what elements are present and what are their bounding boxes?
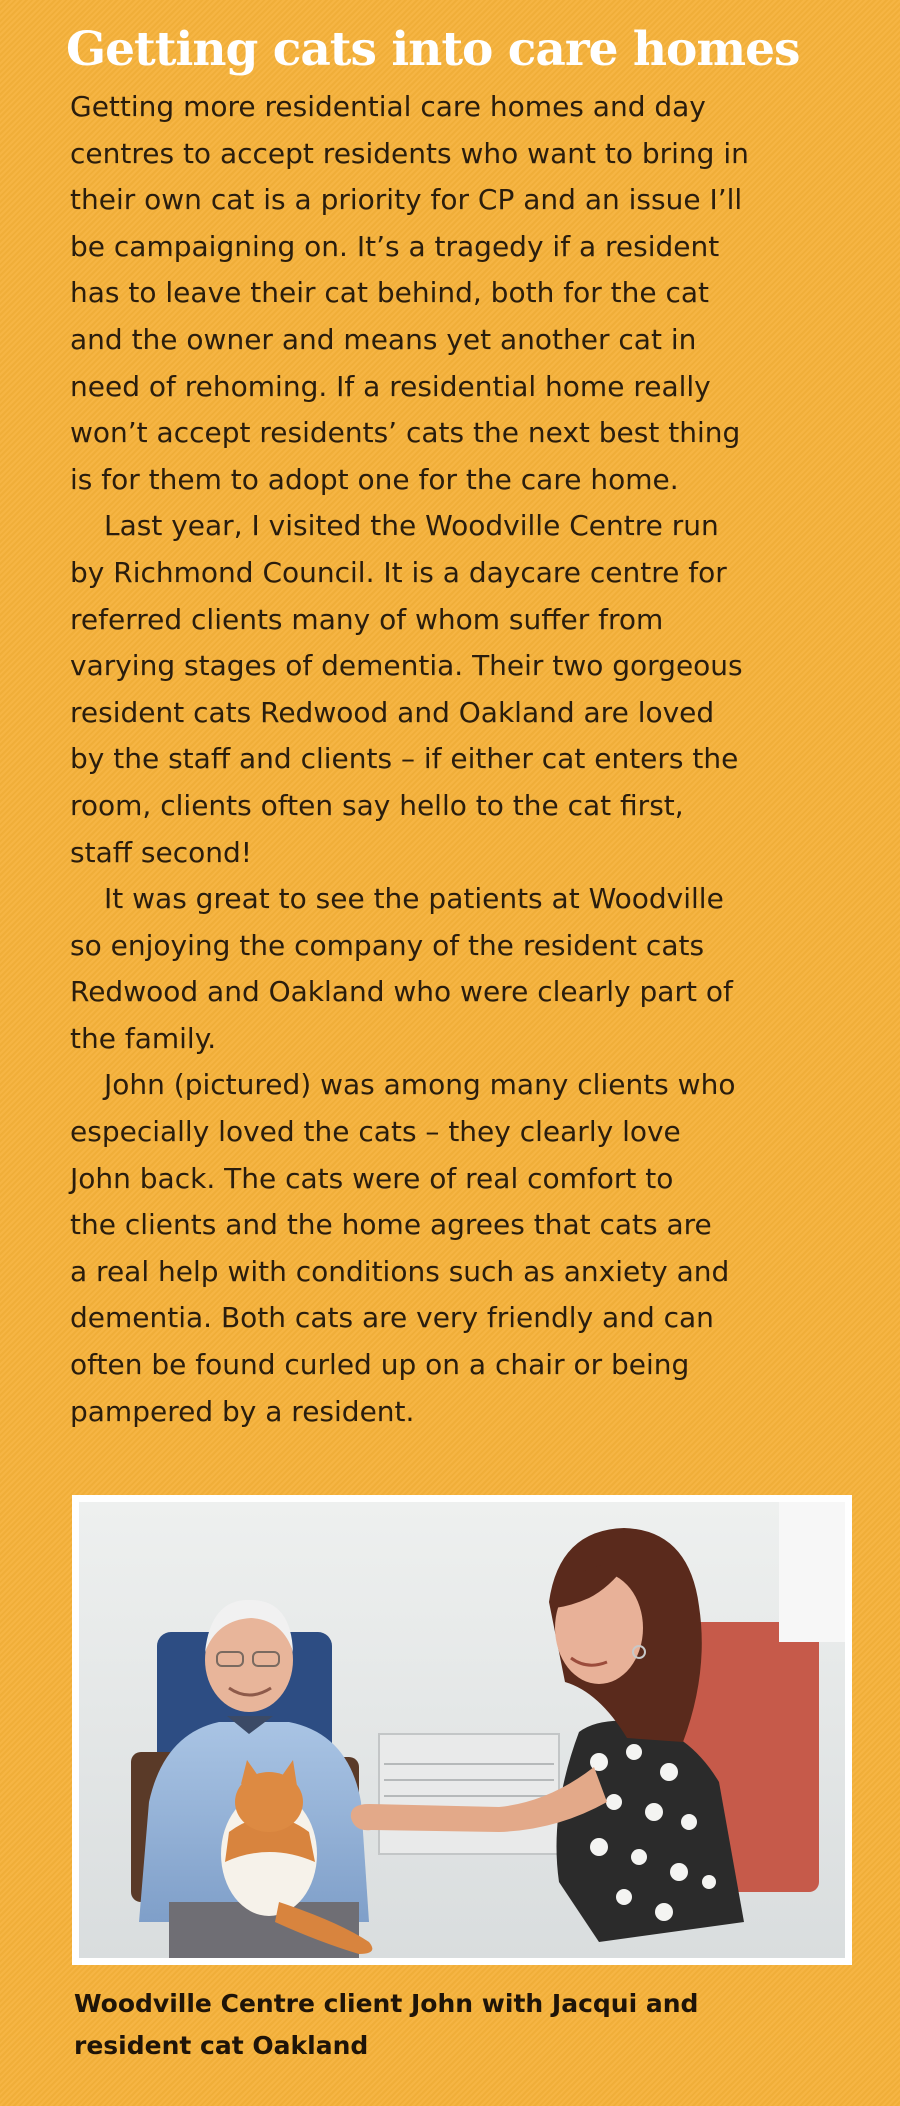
- paragraph-line: pampered by a resident.: [70, 1394, 415, 1428]
- paragraph-line: won’t accept residents’ cats the next best thing: [70, 416, 741, 450]
- paragraph-line: a real help with conditions such as anxiety and: [70, 1254, 730, 1288]
- paragraph-line: so enjoying the company of the resident cats: [70, 928, 705, 962]
- paragraph-line: need of rehoming. If a residential home really: [70, 369, 711, 403]
- paragraph-line: staff second!: [70, 835, 252, 869]
- paragraph-line: It was great to see the patients at Woodville: [104, 882, 724, 916]
- article-title: Getting cats into care homes: [66, 22, 800, 77]
- paragraph-line: their own cat is a priority for CP and an issue I’ll: [70, 183, 743, 217]
- photo-caption: [74, 1983, 698, 2067]
- caption-line: resident cat Oakland: [74, 2031, 369, 2060]
- paragraph-line: often be found curled up on a chair or being: [70, 1348, 690, 1382]
- paragraph-line: dementia. Both cats are very friendly and can: [70, 1301, 714, 1335]
- paragraph-line: Last year, I visited the Woodville Centre run: [104, 509, 719, 543]
- paragraph-line: Redwood and Oakland who were clearly part of: [70, 975, 733, 1009]
- article-body: [70, 84, 870, 1435]
- paragraph-line: John (pictured) was among many clients who: [104, 1068, 736, 1102]
- photo-john-jacqui-cat-illustration: [79, 1502, 845, 1958]
- paragraph-line: Getting more residential care homes and day: [70, 90, 706, 123]
- paragraph-line: by Richmond Council. It is a daycare centre for: [70, 555, 727, 589]
- paragraph-line: the clients and the home agrees that cats are: [70, 1208, 712, 1242]
- paragraph-line: has to leave their cat behind, both for the cat: [70, 276, 709, 310]
- paragraph-line: centres to accept residents who want to bring in: [70, 136, 749, 170]
- paragraph-line: and the owner and means yet another cat in: [70, 322, 697, 356]
- paragraph-line: by the staff and clients – if either cat enters the: [70, 742, 739, 776]
- paragraph-line: especially loved the cats – they clearly love: [70, 1115, 681, 1149]
- article-paragraph: [70, 84, 870, 503]
- paragraph-line: varying stages of dementia. Their two gorgeous: [70, 649, 743, 683]
- article-paragraph: [70, 1062, 870, 1435]
- paragraph-line: be campaigning on. It’s a tragedy if a resident: [70, 229, 720, 263]
- paragraph-line: John back. The cats were of real comfort to: [70, 1161, 674, 1195]
- paragraph-line: room, clients often say hello to the cat first,: [70, 788, 684, 822]
- article-photo: [72, 1495, 852, 1965]
- paragraph-line: is for them to adopt one for the care home.: [70, 462, 679, 496]
- article-paragraph: [70, 503, 870, 876]
- article-paragraph: [70, 876, 870, 1062]
- paragraph-line: resident cats Redwood and Oakland are loved: [70, 695, 715, 729]
- paragraph-line: referred clients many of whom suffer from: [70, 602, 664, 636]
- caption-line: Woodville Centre client John with Jacqui and: [74, 1989, 699, 2018]
- paragraph-line: the family.: [70, 1021, 217, 1055]
